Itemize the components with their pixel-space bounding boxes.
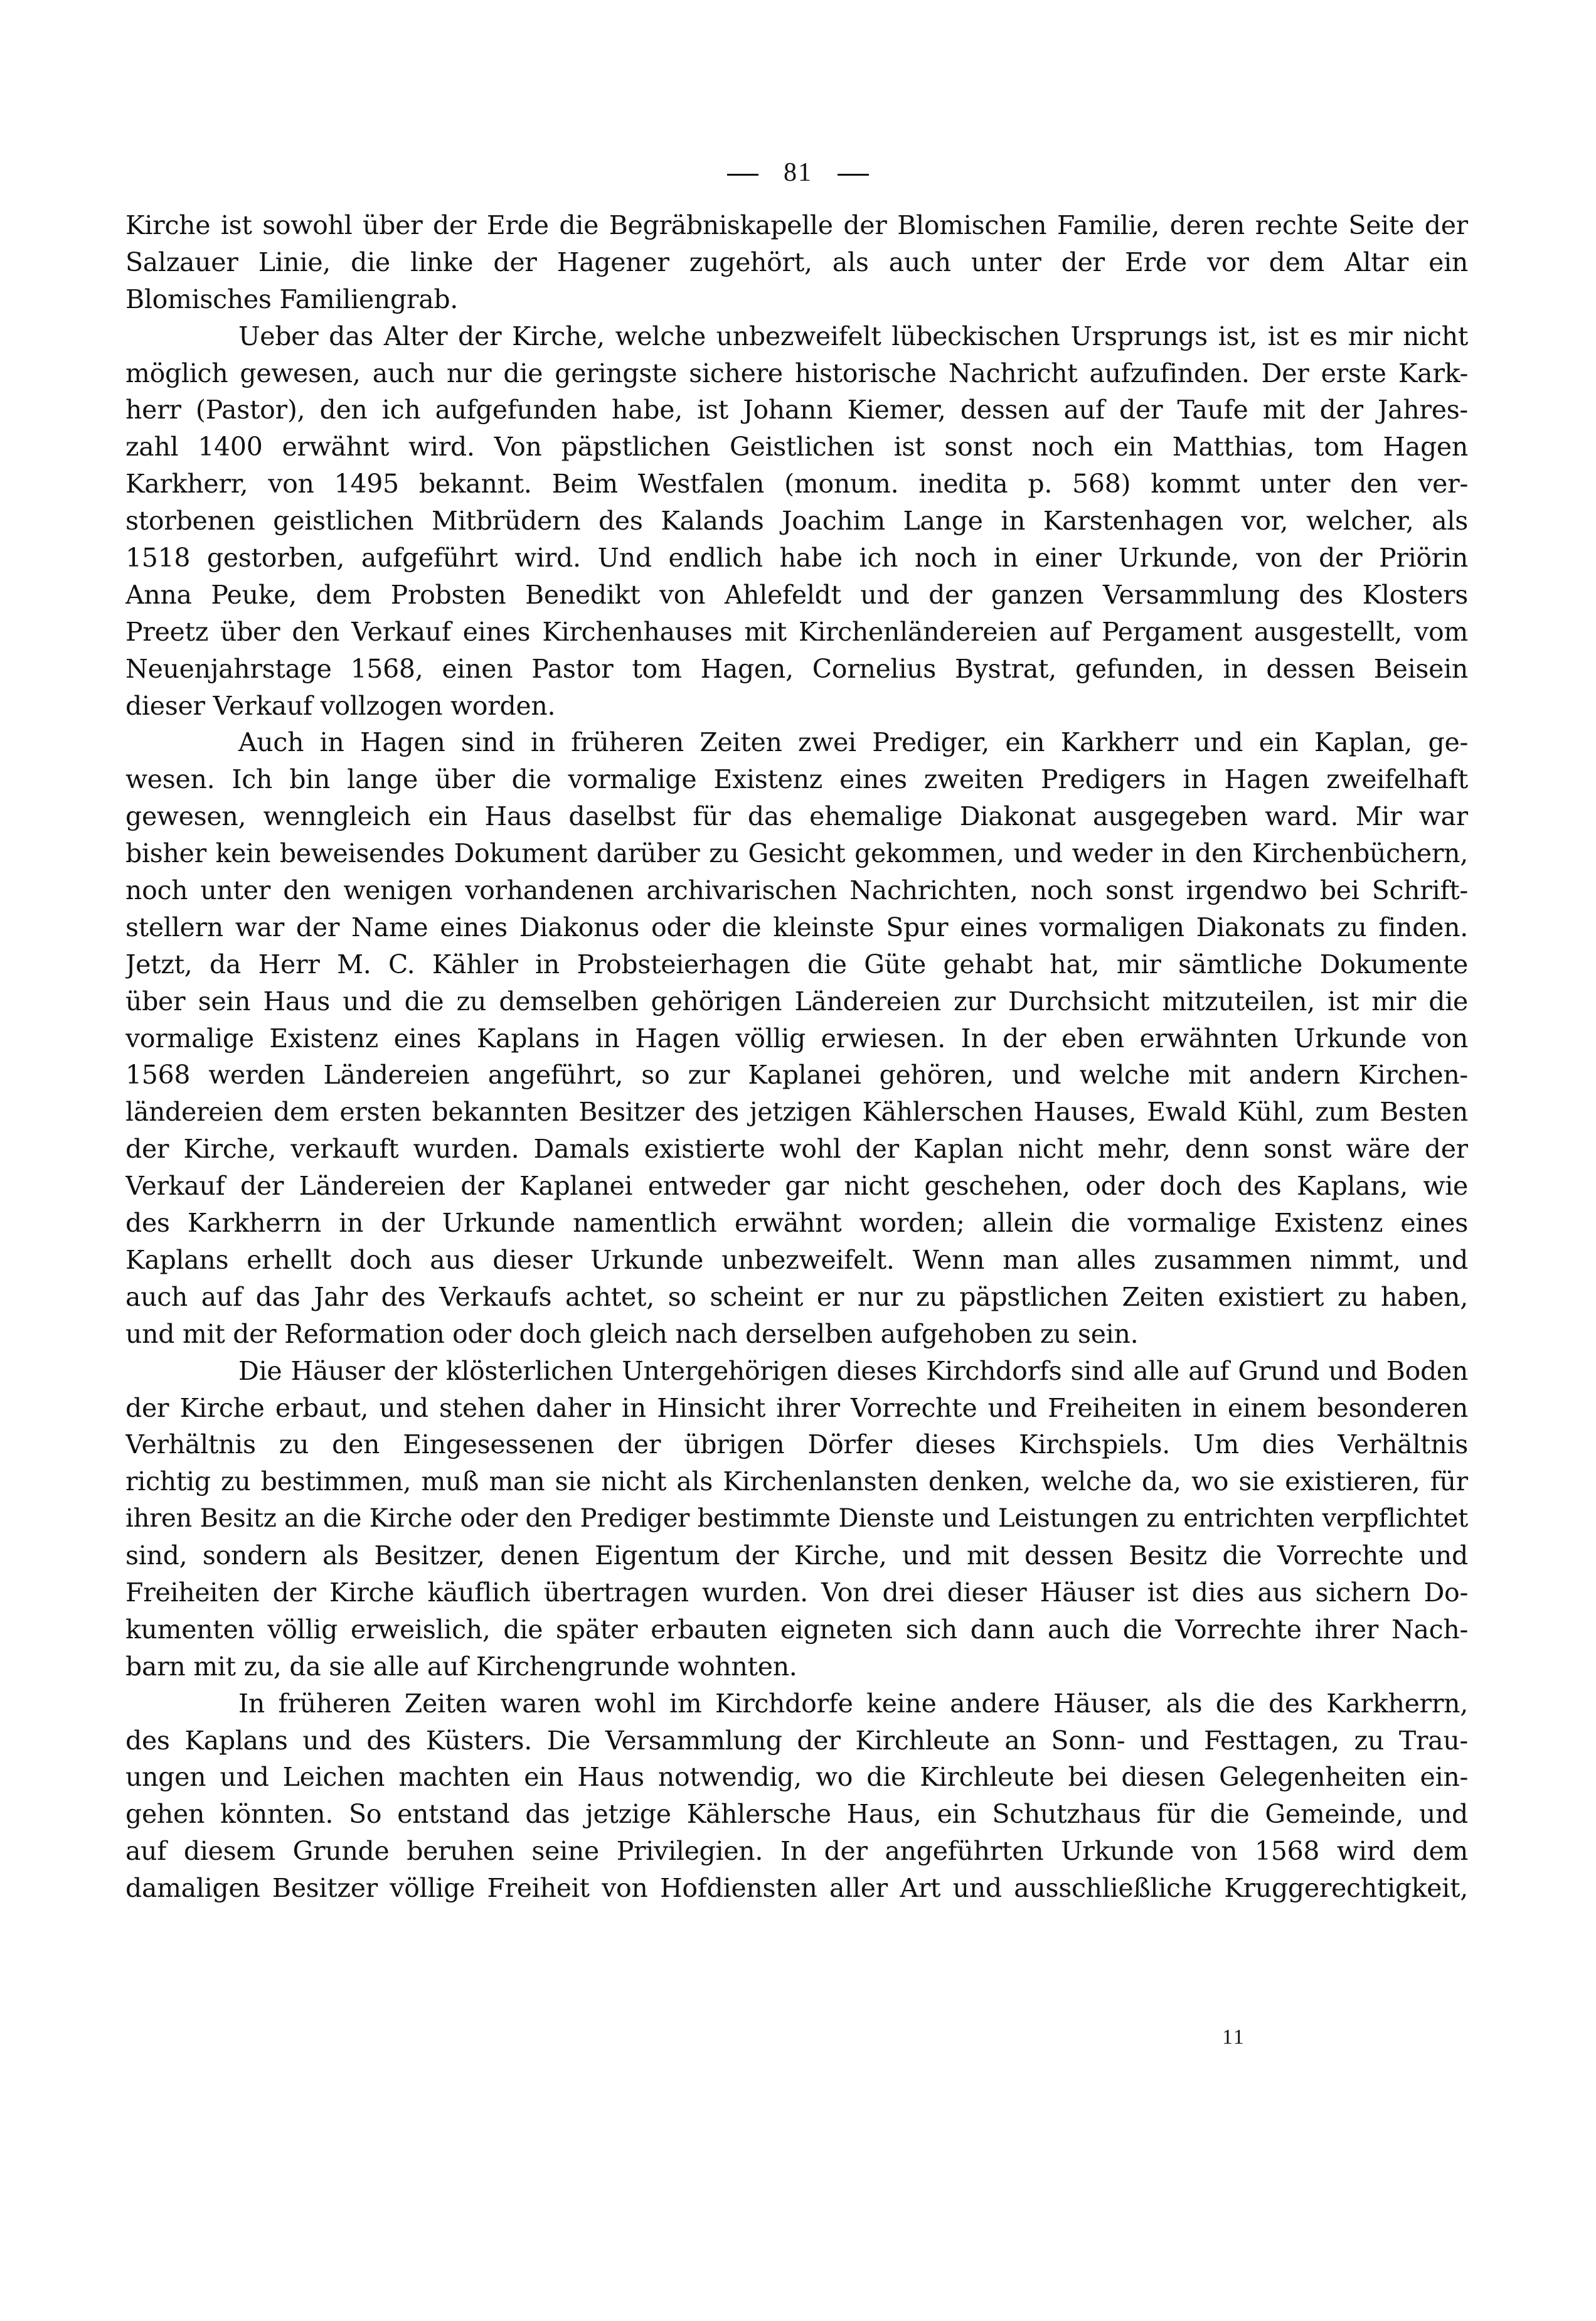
paragraph	[125, 724, 1468, 1352]
text-line: richtig zu bestimmen, muß man sie nicht als Kirchenlansten denken, welche da, wo sie existieren, für	[125, 1466, 1468, 1497]
text-line: vormalige Existenz eines Kaplans in Hagen völlig erwiesen. In der eben erwähnten Urkunde von	[125, 1023, 1468, 1054]
text-line: Verhältnis zu den Eingesessenen der übrigen Dörfer dieses Kirchspiels. Um dies Verhältnis	[125, 1429, 1468, 1460]
text-line: dieser Verkauf vollzogen worden.	[125, 690, 556, 721]
text-line: wesen. Ich bin lange über die vormalige Existenz eines zweiten Predigers in Hagen zweifelhaft	[125, 764, 1468, 795]
text-line: auf diesem Grunde beruhen seine Privilegien. In der angeführten Urkunde von 1568 wird dem	[125, 1836, 1468, 1867]
text-line: und mit der Reformation oder doch gleich nach derselben aufgehoben zu sein.	[125, 1318, 1139, 1349]
text-line: In früheren Zeiten waren wohl im Kirchdorfe keine andere Häuser, als die des Karkherrn,	[238, 1688, 1468, 1719]
text-line: des Kaplans und des Küsters. Die Versammlung der Kirchleute an Sonn- und Festtagen, zu Trau-	[125, 1725, 1468, 1756]
text-line: ihren Besitz an die Kirche oder den Prediger bestimmte Dienste und Leistungen zu entrichten verpflichtet	[125, 1504, 1468, 1534]
text-line: auch auf das Jahr des Verkaufs achtet, so scheint er nur zu päpstlichen Zeiten existiert zu haben,	[125, 1281, 1468, 1312]
page-number: 81	[784, 158, 812, 187]
text-line: der Kirche, verkauft wurden. Damals existierte wohl der Kaplan nicht mehr, denn sonst wäre der	[125, 1134, 1468, 1165]
text-line: Auch in Hagen sind in früheren Zeiten zwei Prediger, ein Karkherr und ein Kaplan, ge-	[238, 727, 1468, 758]
text-line: stellern war der Name eines Diakonus oder die kleinste Spur eines vormaligen Diakonats zu finden.	[125, 912, 1468, 942]
text-line: Jetzt, da Herr M. C. Kähler in Probsteierhagen die Güte gehabt hat, mir sämtliche Dokumente	[125, 949, 1468, 979]
text-line: Salzauer Linie, die linke der Hagener zugehört, als auch unter der Erde vor dem Altar ein	[125, 247, 1468, 277]
paragraph	[125, 1353, 1468, 1685]
text-line: Neuenjahrstage 1568, einen Pastor tom Hagen, Cornelius Bystrat, gefunden, in dessen Beisein	[125, 653, 1468, 684]
text-line: noch unter den wenigen vorhandenen archivarischen Nachrichten, noch sonst irgendwo bei Schrift-	[125, 875, 1468, 906]
text-line: Preetz über den Verkauf eines Kirchenhauses mit Kirchenländereien auf Pergament ausgestellt, vom	[125, 616, 1468, 647]
text-line: Freiheiten der Kirche käuflich übertragen wurden. Von drei dieser Häuser ist dies aus sichern Do-	[125, 1577, 1468, 1608]
header-dash-left	[727, 174, 758, 176]
text-line: bisher kein beweisendes Dokument darüber zu Gesicht gekommen, und weder in den Kirchenbüchern,	[125, 838, 1468, 869]
text-line: 1518 gestorben, aufgeführt wird. Und endlich habe ich noch in einer Urkunde, von der Priörin	[125, 543, 1468, 574]
text-line: über sein Haus und die zu demselben gehörigen Ländereien zur Durchsicht mitzuteilen, ist mir die	[125, 986, 1468, 1016]
text-line: herr (Pastor), den ich aufgefunden habe, ist Johann Kiemer, dessen auf der Taufe mit der Jahres-	[125, 395, 1468, 425]
signature-mark: 11	[1222, 2025, 1245, 2049]
text-line: der Kirche erbaut, und stehen daher in Hinsicht ihrer Vorrechte und Freiheiten in einem besonderen	[125, 1392, 1468, 1423]
text-line: zahl 1400 erwähnt wird. Von päpstlichen Geistlichen ist sonst noch ein Matthias, tom Hagen	[125, 432, 1468, 462]
text-line: damaligen Besitzer völlige Freiheit von Hofdiensten aller Art und ausschließliche Kruggerechtigkeit,	[125, 1873, 1468, 1904]
text-line: 1568 werden Ländereien angeführt, so zur Kaplanei gehören, und welche mit andern Kirchen-	[125, 1060, 1468, 1091]
text-line: ungen und Leichen machten ein Haus notwendig, wo die Kirchleute bei diesen Gelegenheiten ein-	[125, 1762, 1468, 1793]
text-line: des Karkherrn in der Urkunde namentlich erwähnt worden; allein die vormalige Existenz eines	[125, 1208, 1468, 1239]
text-line: Die Häuser der klösterlichen Untergehörigen dieses Kirchdorfs sind alle auf Grund und Boden	[238, 1355, 1468, 1386]
header-dash-right	[838, 174, 869, 176]
text-line: gehen könnten. So entstand das jetzige Kählersche Haus, ein Schutzhaus für die Gemeinde, und	[125, 1799, 1468, 1830]
text-line: Blomisches Familiengrab.	[125, 284, 459, 314]
text-line: möglich gewesen, auch nur die geringste sichere historische Nachricht aufzufinden. Der erste Kark-	[125, 358, 1468, 388]
text-line: barn mit zu, da sie alle auf Kirchengrunde wohnten.	[125, 1651, 797, 1682]
paragraph	[125, 318, 1468, 725]
body-text	[125, 207, 1468, 1907]
text-line: Kaplans erhellt doch aus dieser Urkunde unbezweifelt. Wenn man alles zusammen nimmt, und	[125, 1244, 1468, 1275]
paragraph	[125, 207, 1468, 318]
paragraph	[125, 1685, 1468, 1907]
text-line: Verkauf der Ländereien der Kaplanei entweder gar nicht geschehen, oder doch des Kaplans, wie	[125, 1171, 1468, 1202]
page-header	[0, 154, 1596, 191]
text-line: ländereien dem ersten bekannten Besitzer des jetzigen Kählerschen Hauses, Ewald Kühl, zum Besten	[125, 1097, 1468, 1128]
text-line: Ueber das Alter der Kirche, welche unbezweifelt lübeckischen Ursprungs ist, ist es mir nicht	[238, 321, 1468, 351]
text-line: kumenten völlig erweislich, die später erbauten eigneten sich dann auch die Vorrechte ihrer Nach-	[125, 1614, 1468, 1645]
text-line: gewesen, wenngleich ein Haus daselbst für das ehemalige Diakonat ausgegeben ward. Mir war	[125, 801, 1468, 832]
text-line: Karkherr, von 1495 bekannt. Beim Westfalen (monum. inedita p. 568) kommt unter den ver-	[125, 469, 1468, 499]
text-line: storbenen geistlichen Mitbrüdern des Kalands Joachim Lange in Karstenhagen vor, welcher, als	[125, 506, 1468, 536]
text-line: sind, sondern als Besitzer, denen Eigentum der Kirche, und mit dessen Besitz die Vorrechte und	[125, 1540, 1468, 1571]
text-line: Anna Peuke, dem Probsten Benedikt von Ahlefeldt und der ganzen Versammlung des Klosters	[125, 579, 1468, 610]
text-line: Kirche ist sowohl über der Erde die Begräbniskapelle der Blomischen Familie, deren rechte Seite der	[125, 210, 1468, 240]
